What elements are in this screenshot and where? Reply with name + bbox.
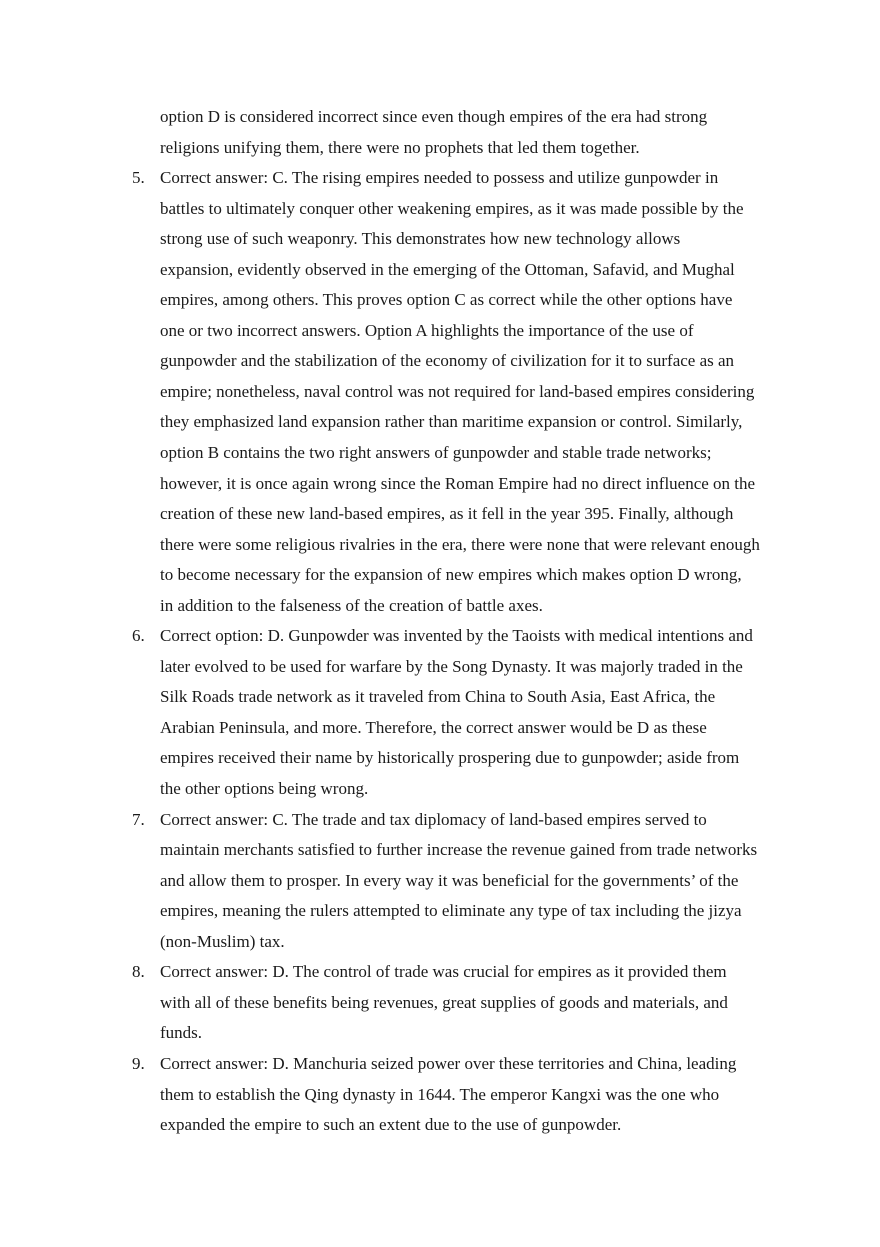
line-text: option D is considered incorrect since even though empires of the era had strong <box>160 107 708 126</box>
line-text: Correct option: D. Gunpowder was invented by the Taoists with medical intentions and <box>160 626 753 646</box>
line-text: creation of these new land-based empires, as it fell in the year 395. Finally, although <box>160 504 734 524</box>
text-line <box>0 805 880 836</box>
text-line <box>0 133 880 164</box>
text-line <box>0 927 880 958</box>
text-line <box>0 957 880 988</box>
line-text: the other options being wrong. <box>160 779 369 799</box>
line-text: gunpowder and the stabilization of the economy of civilization for it to surface as an <box>160 351 735 371</box>
text-line <box>0 774 880 805</box>
line-text: there were some religious rivalries in the era, there were none that were relevant enough <box>160 534 760 554</box>
line-text: Correct answer: C. The trade and tax diplomacy of land-based empires served to <box>160 809 707 829</box>
line-text: with all of these benefits being revenues, great supplies of goods and materials, and <box>160 992 728 1012</box>
text-line <box>0 377 880 408</box>
line-text: option B contains the two right answers of gunpowder and stable trade networks; <box>160 443 712 463</box>
line-text: however, it is once again wrong since the Roman Empire had no direct influence on the <box>160 473 756 493</box>
text-line <box>0 866 880 897</box>
text-line <box>0 346 880 377</box>
text-line <box>0 530 880 561</box>
line-text: they emphasized land expansion rather than maritime expansion or control. Similarly, <box>160 412 743 432</box>
line-text: Correct answer: D. Manchuria seized power over these territories and China, leading <box>160 1053 737 1073</box>
continuation-paragraph <box>0 102 880 163</box>
line-text: empires, meaning the rulers attempted to eliminate any type of tax including the jizya <box>160 901 742 921</box>
text-line <box>0 896 880 927</box>
list-number: 5. <box>132 168 145 188</box>
list-item <box>0 163 880 621</box>
line-text: in addition to the falseness of the creation of battle axes. <box>160 595 543 615</box>
document-page <box>0 102 880 1141</box>
line-text: and allow them to prosper. In every way it was beneficial for the governments’ of the <box>160 870 739 890</box>
text-line <box>0 988 880 1019</box>
line-text: maintain merchants satisfied to further increase the revenue gained from trade networks <box>160 840 758 860</box>
text-line <box>0 682 880 713</box>
line-text: empires, among others. This proves option C as correct while the other options have <box>160 290 733 310</box>
text-line <box>0 621 880 652</box>
list-number: 6. <box>132 626 145 646</box>
line-text: empire; nonetheless, naval control was not required for land-based empires considering <box>160 381 755 401</box>
line-text: empires received their name by historically prospering due to gunpowder; aside from <box>160 748 740 768</box>
list-item <box>0 805 880 958</box>
text-line <box>0 194 880 225</box>
line-text: expanded the empire to such an extent due to the use of gunpowder. <box>160 1115 622 1135</box>
line-text: them to establish the Qing dynasty in 1644. The emperor Kangxi was the one who <box>160 1084 720 1104</box>
line-text: Arabian Peninsula, and more. Therefore, the correct answer would be D as these <box>160 717 707 737</box>
line-text: strong use of such weaponry. This demonstrates how new technology allows <box>160 229 681 249</box>
text-line <box>0 1049 880 1080</box>
text-line <box>0 102 880 133</box>
text-line <box>0 407 880 438</box>
text-line <box>0 1018 880 1049</box>
line-text: Correct answer: C. The rising empires needed to possess and utilize gunpowder in <box>160 168 719 188</box>
line-text: funds. <box>160 1023 203 1043</box>
list-number: 9. <box>132 1053 145 1073</box>
line-text: Correct answer: D. The control of trade was crucial for empires as it provided them <box>160 962 727 982</box>
text-line <box>0 1080 880 1111</box>
text-line <box>0 652 880 683</box>
list-item <box>0 957 880 1049</box>
line-text: one or two incorrect answers. Option A highlights the importance of the use of <box>160 320 694 340</box>
text-line <box>0 713 880 744</box>
line-text: religions unifying them, there were no prophets that led them together. <box>160 137 640 157</box>
line-text: later evolved to be used for warfare by the Song Dynasty. It was majorly traded in the <box>160 656 743 676</box>
text-line <box>0 591 880 622</box>
text-line <box>0 469 880 500</box>
line-text: (non-Muslim) tax. <box>160 931 285 951</box>
text-line <box>0 163 880 194</box>
list-number: 7. <box>132 809 145 829</box>
line-text: expansion, evidently observed in the emerging of the Ottoman, Safavid, and Mughal <box>160 259 735 279</box>
line-text: battles to ultimately conquer other weakening empires, as it was made possible by the <box>160 198 744 218</box>
text-line <box>0 499 880 530</box>
text-line <box>0 743 880 774</box>
text-line <box>0 438 880 469</box>
text-line <box>0 1110 880 1141</box>
text-line <box>0 285 880 316</box>
list-number: 8. <box>132 962 145 982</box>
text-line <box>0 835 880 866</box>
list-item <box>0 1049 880 1141</box>
text-line <box>0 255 880 286</box>
line-text: to become necessary for the expansion of new empires which makes option D wrong, <box>160 565 742 585</box>
text-line <box>0 224 880 255</box>
line-text: Silk Roads trade network as it traveled from China to South Asia, East Africa, the <box>160 687 716 707</box>
text-line <box>0 560 880 591</box>
text-line <box>0 316 880 347</box>
list-item <box>0 621 880 804</box>
